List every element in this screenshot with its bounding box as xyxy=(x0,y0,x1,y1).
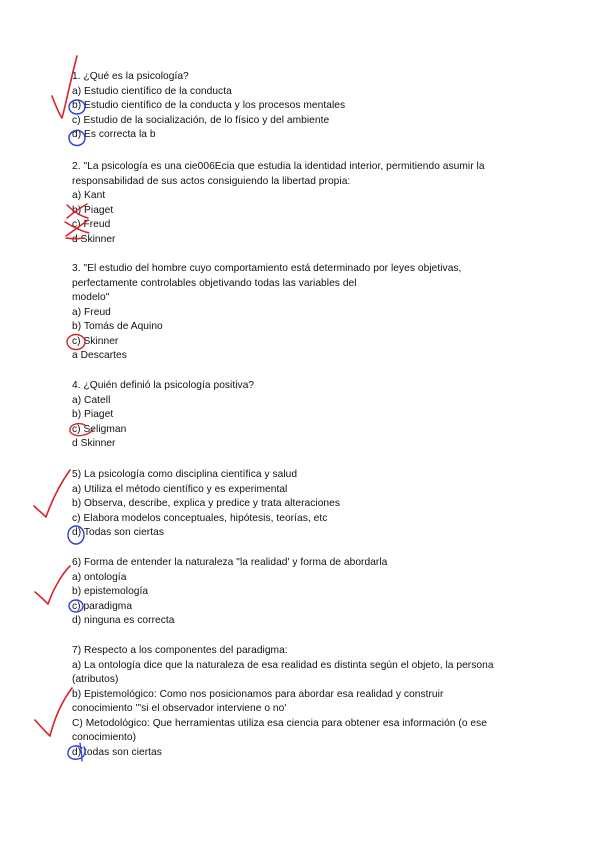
question-4 xyxy=(72,379,542,452)
question-6 xyxy=(72,556,542,629)
option-c: c) Freud xyxy=(72,219,111,230)
option-d: d) Todas son ciertas xyxy=(72,527,164,538)
option-d: d) todas son ciertas xyxy=(72,746,162,758)
option-a: a) Estudio científico de la conducta xyxy=(72,85,232,97)
question-stem: 1. ¿Qué es la psicología? xyxy=(72,71,189,82)
option-a: a) Kant xyxy=(72,190,106,201)
question-5 xyxy=(72,468,542,541)
red-checkmark-icon xyxy=(34,470,70,517)
option-a: a) ontología xyxy=(72,571,127,583)
option-b-line-1: b) Epistemológico: Como nos posicionamos para abordar esa realidad y construir xyxy=(72,688,444,700)
question-stem-line-1: 3. "El estudio del hombre cuyo comportamiento está determinado por leyes objetivas, xyxy=(72,263,462,274)
question-stem-line-2: perfectamente controlables objetivando todas las variables del xyxy=(72,277,357,289)
option-c: c) Skinner xyxy=(72,335,119,347)
option-d: d) ninguna es correcta xyxy=(72,615,175,626)
option-a-line-2: (atributos) xyxy=(72,674,119,685)
question-stem: 5) La psicología como disciplina científica y salud xyxy=(72,469,298,480)
option-c-line-1: C) Metodológico: Que herramientas utiliza esa ciencia para obtener esa información (o ese xyxy=(72,717,487,729)
option-a: a) Freud xyxy=(72,306,111,318)
question-1 xyxy=(72,70,542,143)
option-c: c) Elabora modelos conceptuales, hipótesis, teorías, etc xyxy=(72,512,328,524)
option-a-line-1: a) La ontología dice que la naturaleza de esa realidad es distinta según el objeto, la persona xyxy=(72,659,494,671)
question-3 xyxy=(72,262,542,364)
option-b: b) Tomás de Aquino xyxy=(72,321,163,332)
option-c: c) Estudio de la socialización, de lo físico y del ambiente xyxy=(72,114,330,126)
question-stem: 7) Respecto a los componentes del paradigma: xyxy=(72,645,288,656)
red-checkmark-icon xyxy=(35,566,70,604)
option-b-line-2: conocimiento '"si el observador interviene o no' xyxy=(72,703,287,714)
option-c: c) Seligman xyxy=(72,423,127,435)
option-d: a Descartes xyxy=(72,350,127,361)
option-b: b) epistemología xyxy=(72,586,149,597)
red-checkmark-icon xyxy=(35,688,72,736)
option-c: c) paradigma xyxy=(72,600,133,612)
option-c-line-2: conocimiento) xyxy=(72,732,137,743)
option-a: a) Catell xyxy=(72,394,111,406)
question-stem: 4. ¿Quién definió la psicología positiva? xyxy=(72,380,255,391)
question-stem-line-1: 2. "La psicología es una cie006Ecia que estudia la identidad interior, permitiendo asumir la xyxy=(72,161,485,172)
option-d: d Skinner xyxy=(72,438,116,449)
option-b: b) Observa, describe, explica y predice y trata alteraciones xyxy=(72,498,340,509)
option-d: d Skinner xyxy=(72,233,116,245)
question-stem-line-2: responsabilidad de sus actos consiguiendo la libertad propia: xyxy=(72,175,351,187)
option-b: b) Estudio científico de la conducta y los procesos mentales xyxy=(72,100,346,111)
question-2 xyxy=(72,160,542,247)
question-stem-line-3: modelo" xyxy=(72,292,110,303)
question-7 xyxy=(72,644,552,760)
option-b: b) Piaget xyxy=(72,409,114,420)
option-b: b) Piaget xyxy=(72,204,114,216)
question-stem: 6) Forma de entender la naturaleza "la realidad' y forma de abordarla xyxy=(72,557,388,568)
option-d: d) Es correcta la b xyxy=(72,129,156,140)
option-a: a) Utiliza el método científico y es experimental xyxy=(72,483,288,495)
